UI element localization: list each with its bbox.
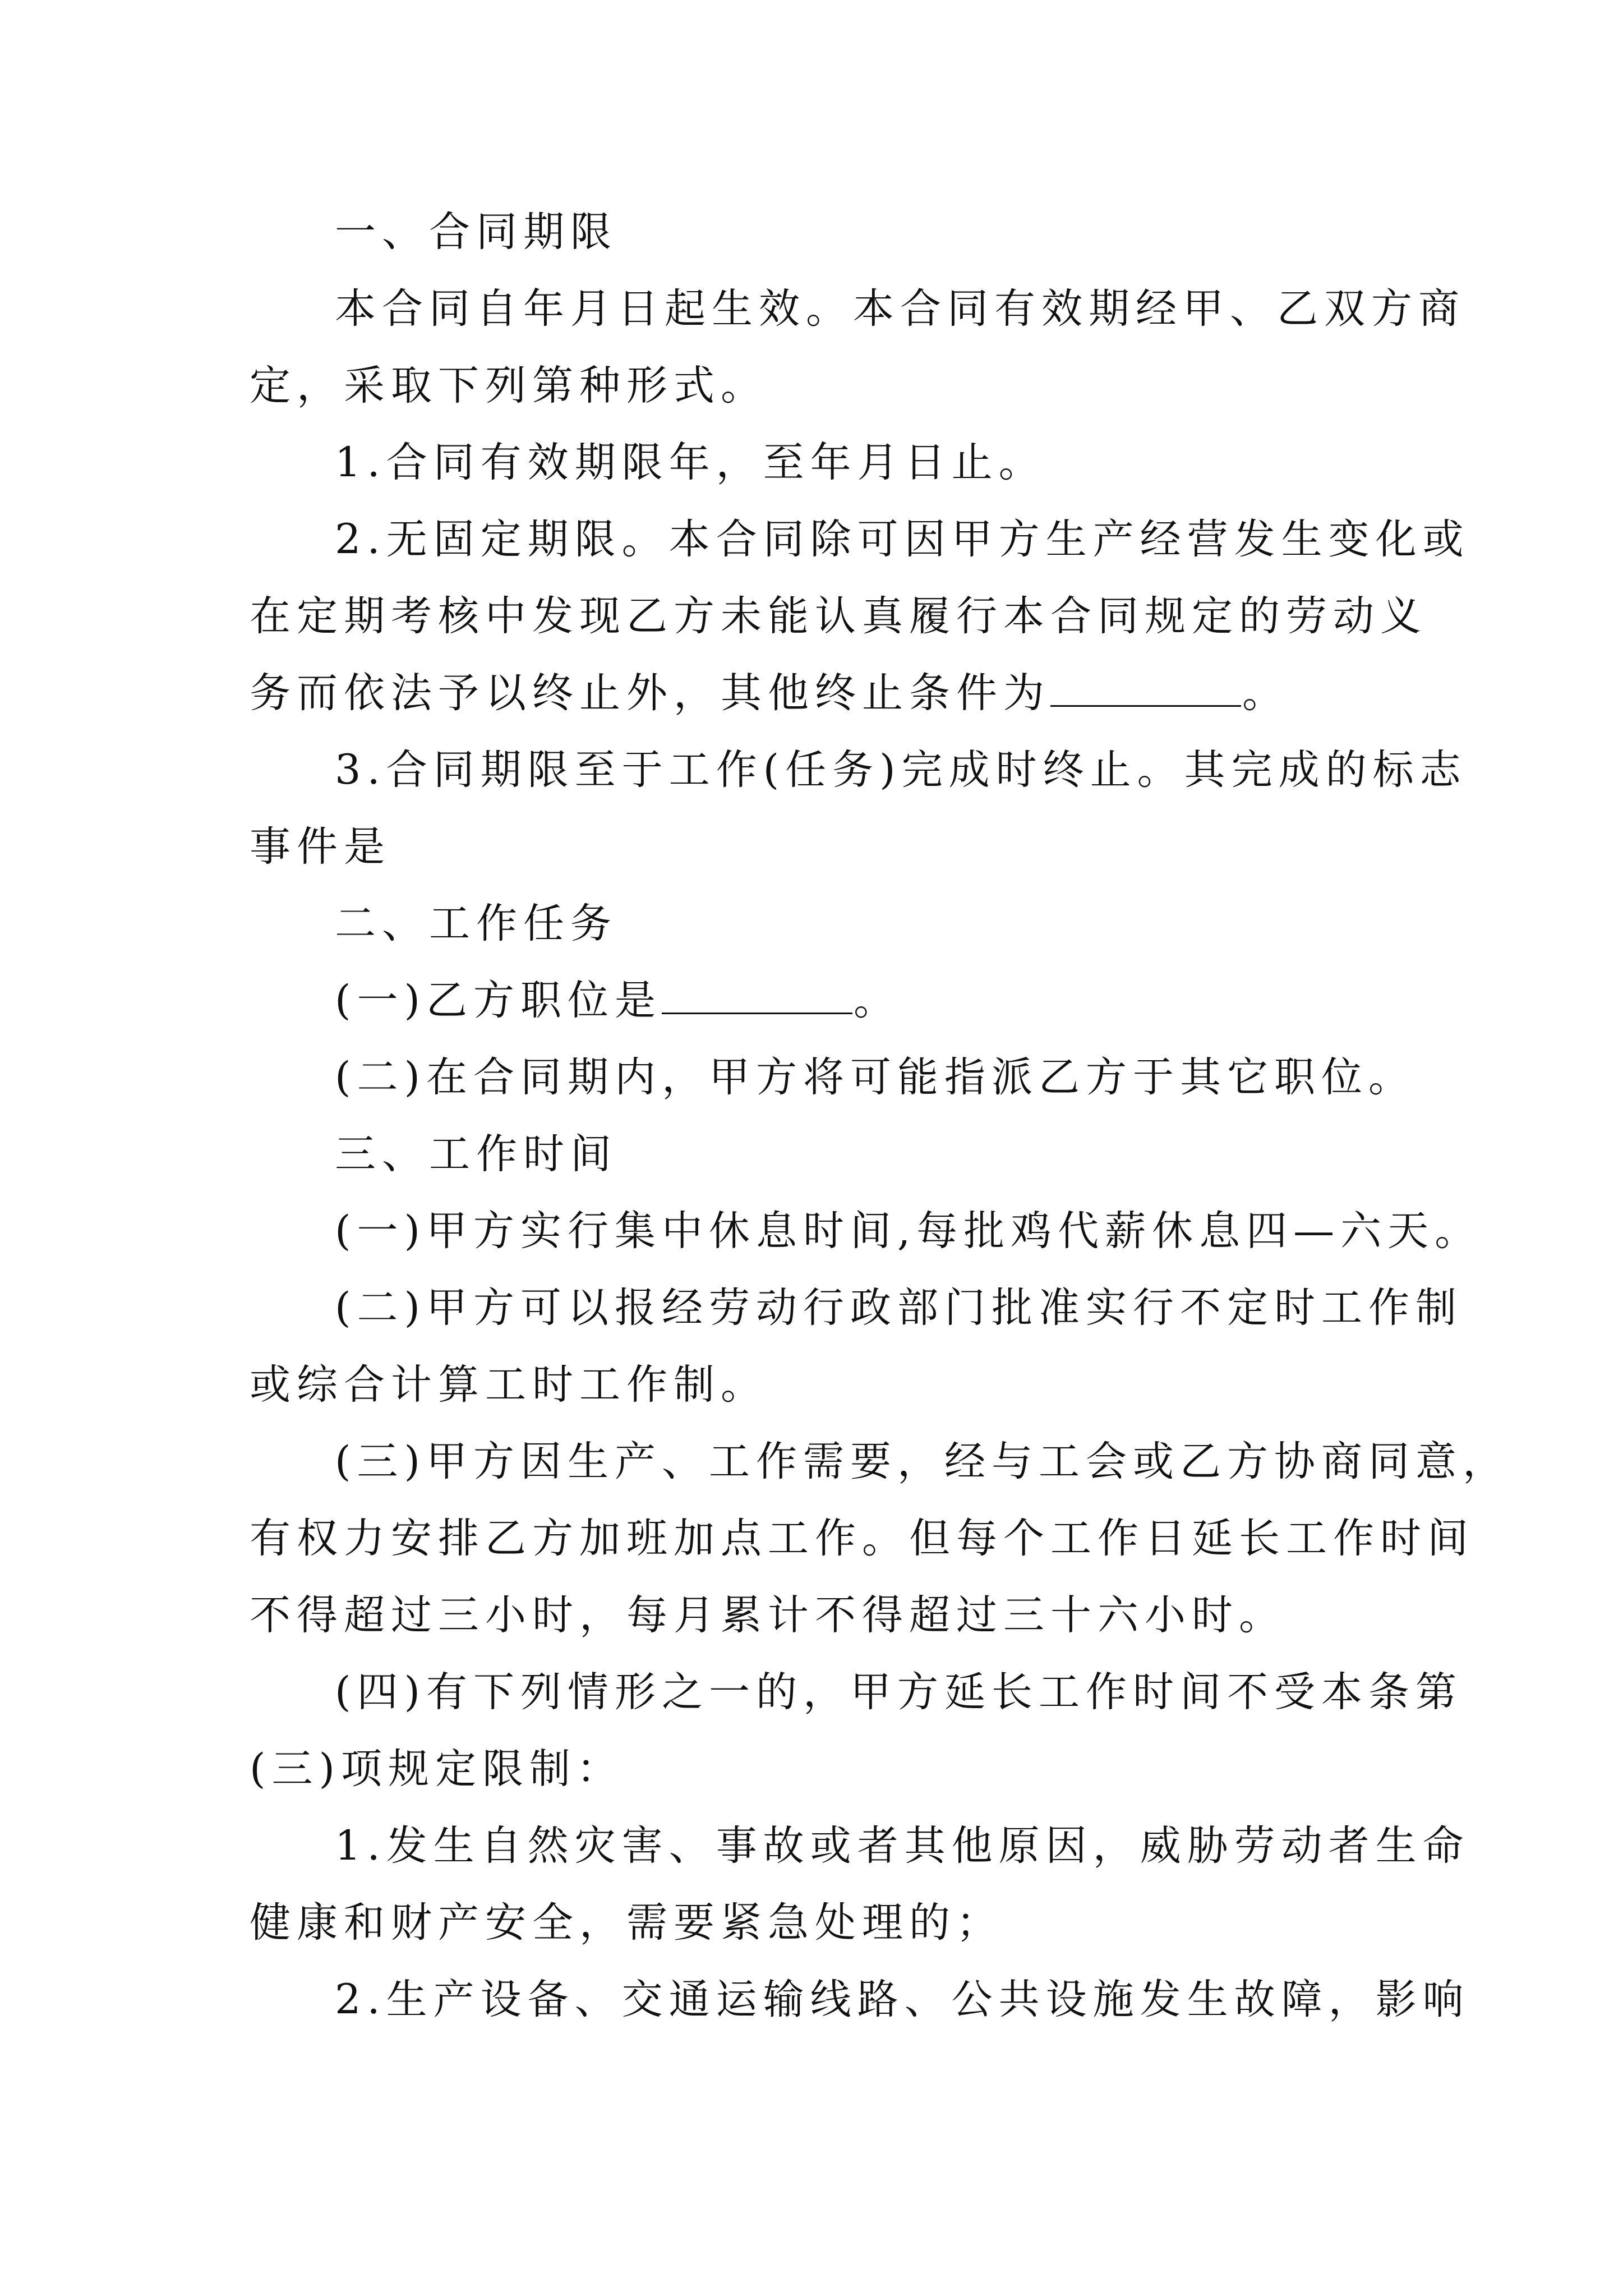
text-fragment: 。 [1242, 669, 1289, 717]
section-heading-contract-term: 一、合同期限 [335, 208, 617, 256]
paragraph-line: 定，采取下列第种形式。 [250, 362, 768, 409]
paragraph-line: (四)有下列情形之一的，甲方延长工作时间不受本条第 [335, 1668, 1463, 1716]
document-body [250, 194, 1510, 2038]
paragraph-line: 2.生产设备、交通运输线路、公共设施发生故障，影响 [335, 1976, 1470, 2023]
section-heading-work-tasks: 二、工作任务 [335, 900, 617, 947]
paragraph-line: (二)在合同期内，甲方将可能指派乙方于其它职位。 [335, 1053, 1415, 1101]
paragraph-line: (三)甲方因生产、工作需要，经与工会或乙方协商同意， [335, 1438, 1510, 1485]
text-fragment: (一)乙方职位是 [335, 977, 662, 1024]
list-item-fixed-term: 1.合同有效期限年，至年月日止。 [335, 439, 1046, 486]
paragraph-line-with-blank [250, 655, 1388, 731]
paragraph-line: (一)甲方实行集中休息时间,每批鸡代薪休息四—六天。 [335, 1207, 1482, 1255]
paragraph-line: 或综合计算工时工作制。 [250, 1361, 768, 1409]
paragraph-line: (二)甲方可以报经劳动行政部门批准实行不定时工作制 [335, 1284, 1463, 1332]
text-fragment: 务而依法予以终止外，其他终止条件为 [250, 669, 1050, 717]
paragraph-line: 不得超过三小时，每月累计不得超过三十六小时。 [250, 1591, 1286, 1639]
paragraph-line: 健康和财产安全，需要紧急处理的； [250, 1899, 1003, 1947]
paragraph-line: 事件是 [250, 823, 391, 871]
paragraph-line: 1.发生自然灾害、事故或者其他原因，威胁劳动者生命 [335, 1822, 1470, 1870]
section-heading-working-hours: 三、工作时间 [335, 1130, 617, 1178]
paragraph-line: 3.合同期限至于工作(任务)完成时终止。其完成的标志 [335, 746, 1467, 794]
fill-in-blank [1050, 670, 1241, 707]
paragraph-line: 有权力安排乙方加班加点工作。但每个工作日延长工作时间 [250, 1515, 1474, 1562]
paragraph-line: 在定期考核中发现乙方未能认真履行本合同规定的劳动义 [250, 592, 1427, 640]
paragraph-line-with-blank [250, 962, 1388, 1039]
fill-in-blank [662, 978, 852, 1014]
paragraph-line: 本合同自年月日起生效。本合同有效期经甲、乙双方商 [335, 285, 1465, 333]
paragraph-line: (三)项规定限制： [250, 1745, 624, 1793]
paragraph-line: 2.无固定期限。本合同除可因甲方生产经营发生变化或 [335, 516, 1470, 563]
text-fragment: 。 [853, 977, 901, 1024]
